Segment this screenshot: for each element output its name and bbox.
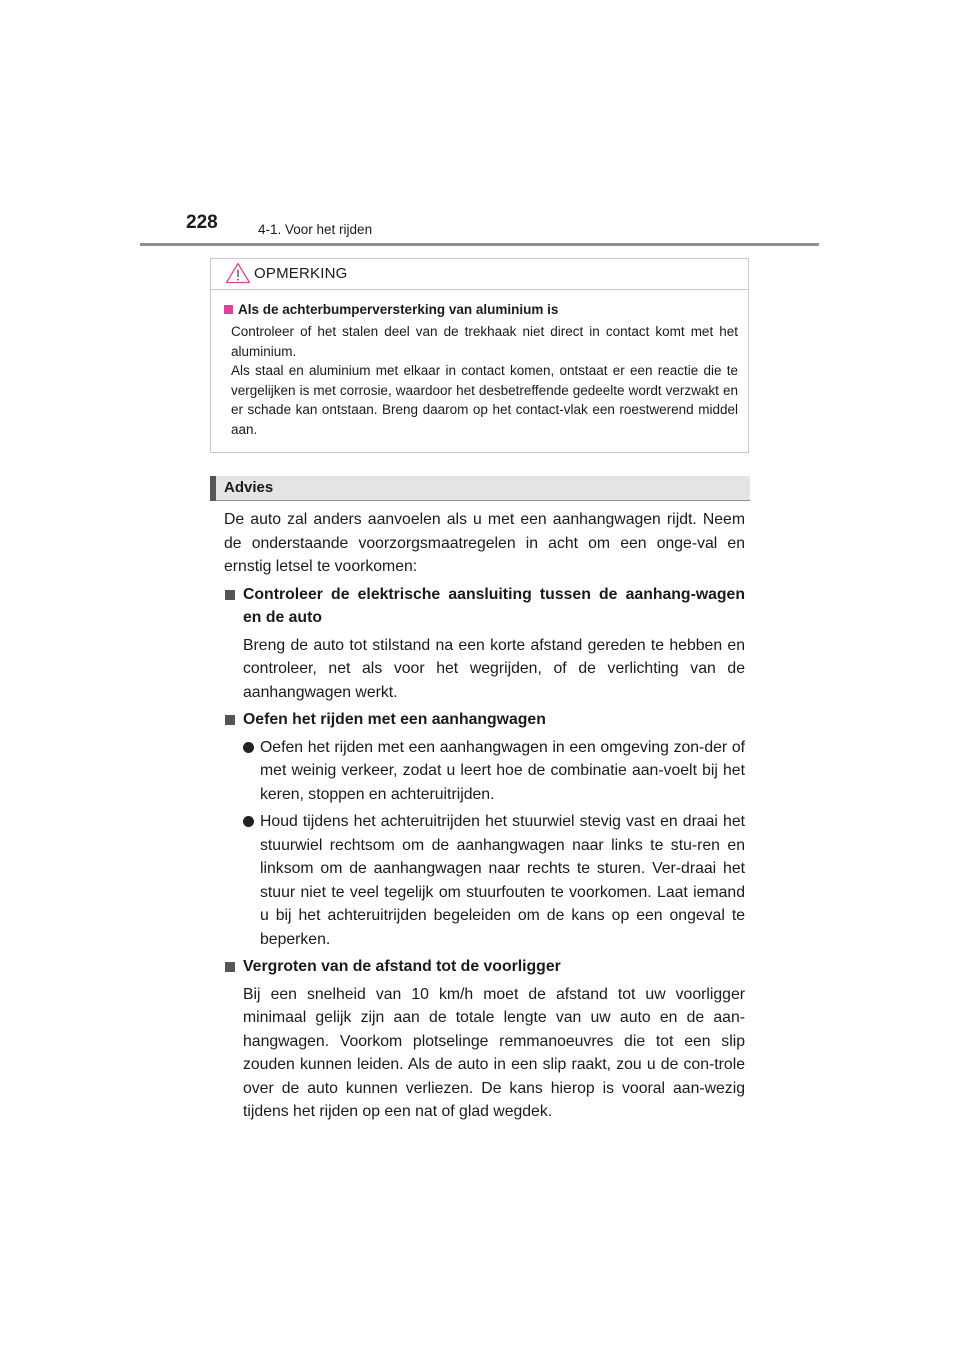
advies-intro: De auto zal anders aanvoelen als u met een aanhangwagen rijdt. Neem de onderstaande voorzorgsmaatregelen in acht om een onge-val en ernstig letsel te voorkomen:	[224, 511, 745, 575]
advies-title: Advies	[224, 479, 274, 496]
advies-item-heading	[243, 955, 745, 979]
advies-heading-bar	[210, 476, 750, 501]
round-bullet-icon	[243, 816, 254, 827]
list-item-text: Oefen het rijden met een aanhangwagen in een omgeving zon-der of met weinig verkeer, zodat u leert hoe de combinatie aan-voelt bij het keren, stoppen en achteruitrijden.	[260, 738, 745, 803]
round-bullet-icon	[243, 742, 254, 753]
square-bullet-icon	[224, 305, 233, 314]
advies-item	[224, 708, 745, 951]
square-bullet-icon	[225, 590, 235, 600]
notice-box	[210, 258, 749, 453]
page-header	[0, 0, 960, 250]
notice-subheading	[224, 302, 738, 317]
advies-item-heading	[243, 583, 745, 630]
advies-item	[224, 583, 745, 705]
advies-item	[224, 955, 745, 1124]
heading-accent	[210, 476, 216, 501]
header-divider	[140, 243, 819, 246]
advies-content	[224, 508, 745, 1124]
advies-item-heading-text: Controleer de elektrische aansluiting tussen de aanhang-wagen en de auto	[243, 585, 745, 626]
notice-title: OPMERKING	[254, 265, 348, 282]
section-title: 4-1. Voor het rijden	[258, 222, 373, 237]
list-item-text: Houd tijdens het achteruitrijden het stuurwiel stevig vast en draai het stuurwiel rechtsom om de aanhangwagen naar links te stu-ren en linksom om de aanhangwagen naar rechts te sturen. Ver-draai het stuur niet te veel tegelijk om stuurfouten te voorkomen. Laat iemand u bij het achteruitrijden begeleiden om de kans op een ongeval te beperken.	[260, 813, 745, 948]
list-item	[243, 810, 745, 951]
warning-triangle-icon	[225, 262, 251, 284]
notice-paragraph: Als staal en aluminium met elkaar in contact komen, ontstaat er een reactie die te vergelijken is met corrosie, waardoor het desbetreffende gedeelte wordt verzwakt en er schade kan ontstaan. Breng daarom op het contact-vlak een roestwerend middel aan.	[231, 363, 738, 437]
page-number: 228	[186, 212, 218, 233]
advies-item-heading-text: Vergroten van de afstand tot de voorligger	[243, 958, 561, 975]
notice-subheading-text: Als de achterbumperversterking van aluminium is	[238, 302, 559, 317]
advies-item-heading	[243, 708, 745, 732]
advies-item-body: Bij een snelheid van 10 km/h moet de afstand tot uw voorligger minimaal gelijk zijn aan de totale lengte van uw auto en de aan-hangwagen. Voorkom plotselinge remmanoeuvres die tot een slip zouden kunnen leiden. Als de auto in een slip raakt, zou u de con-trole over de auto kunnen verliezen. De kans hierop is vooral aan-wezig tijdens het rijden op een nat of glad wegdek.	[243, 985, 745, 1120]
square-bullet-icon	[225, 715, 235, 725]
advies-item-body: Breng de auto tot stilstand na een korte afstand gereden te hebben en controleer, net als voor het wegrijden, of de verlichting van de aanhangwagen werkt.	[243, 636, 745, 701]
notice-paragraph: Controleer of het stalen deel van de trekhaak niet direct in contact komt met het aluminium.	[231, 324, 738, 359]
notice-body	[211, 290, 748, 439]
advies-item-heading-text: Oefen het rijden met een aanhangwagen	[243, 711, 546, 728]
square-bullet-icon	[225, 962, 235, 972]
list-item	[243, 736, 745, 807]
notice-header	[211, 259, 748, 290]
